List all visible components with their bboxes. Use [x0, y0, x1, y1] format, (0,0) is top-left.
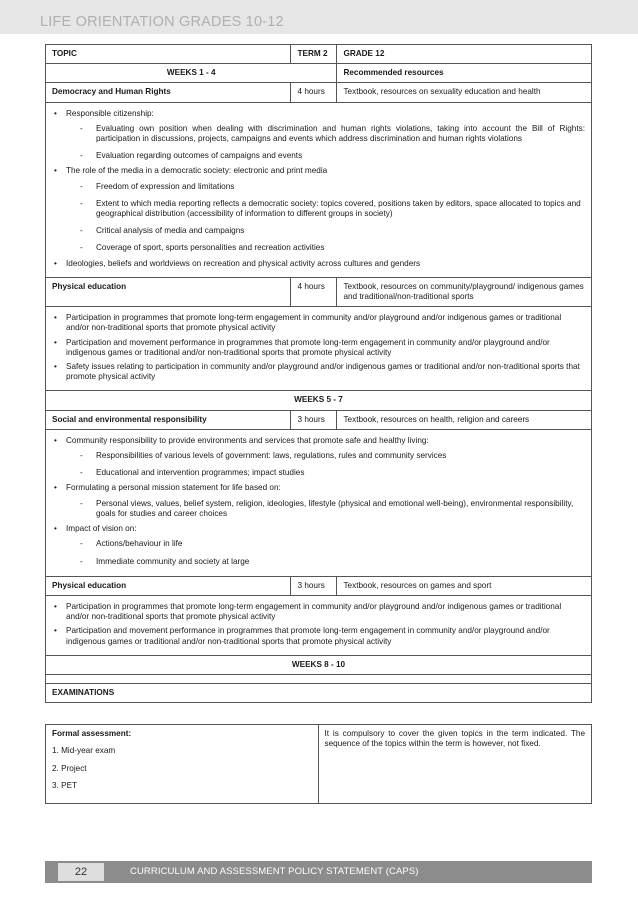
- footer-title: CURRICULUM AND ASSESSMENT POLICY STATEMENT (CAPS): [130, 866, 419, 877]
- list-item: - Actions/behaviour in life: [66, 539, 585, 549]
- weeks-row: [46, 64, 592, 83]
- list-item: - Responsibilities of various levels of government: laws, regulations, rules and community services: [66, 451, 585, 461]
- list-item: - Personal views, values, belief system, religion, ideologies, lifestyle (physical and emotional well-being), environmental responsibility, goals for studies and career choices: [66, 499, 585, 519]
- topic-name: Physical education: [46, 277, 291, 306]
- topic-row: [46, 277, 592, 306]
- topic-content: [46, 307, 592, 391]
- topic-content: [46, 102, 592, 277]
- topic-resources: Textbook, resources on sexuality education and health: [337, 83, 592, 102]
- topic-hours: 4 hours: [291, 277, 337, 306]
- topic-content-row: [46, 102, 592, 277]
- topic-name: Physical education: [46, 576, 291, 595]
- list-item: - Coverage of sport, sports personalities and recreation activities: [66, 243, 585, 253]
- assessment-table: [45, 724, 592, 804]
- examinations-label: EXAMINATIONS: [46, 683, 592, 702]
- assessment-item: 1. Mid-year exam: [52, 746, 116, 756]
- term-heading: TERM 2: [291, 45, 337, 64]
- list-item: • Safety issues relating to participation in community and/or playground and/or indigenous games or traditional and/or non-traditional sports that promote physical activity: [52, 362, 585, 382]
- list-item: - Immediate community and society at large: [66, 557, 585, 567]
- topic-content: [46, 429, 592, 576]
- weeks-row: [46, 655, 592, 674]
- list-item: - Critical analysis of media and campaigns: [66, 226, 585, 236]
- topic-content-row: [46, 307, 592, 391]
- list-item: • Responsible citizenship: - Evaluating own position when dealing with discrimination and human rights violations, taking into account the Bill of Rights: participation in discussions, projects, campaigns and events which address discrimination and human rights violations - Evaluation regarding outcomes of campaigns and events: [52, 109, 585, 162]
- topic-heading: TOPIC: [46, 45, 291, 64]
- list-item: - Educational and intervention programmes; impact studies: [66, 468, 585, 478]
- list-item: • Formulating a personal mission statement for life based on: - Personal views, values, belief system, religion, ideologies, lifestyle (physical and emotional well-being), environmental responsibility, goals for studies and career choices: [52, 483, 585, 519]
- list-item: • Participation and movement performance in programmes that promote long-term engagement in community and/or playground and/or indigenous games or traditional and/or non-traditional sports that promote physical activity: [52, 338, 585, 358]
- list-item: • Impact of vision on: - Actions/behaviour in life - Immediate community and society at large: [52, 524, 585, 567]
- list-item: • Ideologies, beliefs and worldviews on recreation and physical activity across cultures and genders: [52, 259, 585, 269]
- list-item: - Evaluating own position when dealing with discrimination and human rights violations, taking into account the Bill of Rights: participation in discussions, projects, campaigns and events which address discrimination and human rights violations: [66, 124, 585, 144]
- page-header-title: LIFE ORIENTATION GRADES 10-12: [40, 14, 284, 30]
- grade-heading: GRADE 12: [337, 45, 592, 64]
- spacer-row: [46, 674, 592, 683]
- list-item: • Participation and movement performance in programmes that promote long-term engagement in community and/or playground and/or indigenous games or traditional and/or non-traditional sports that promote physical activity: [52, 626, 585, 646]
- formal-assessment-title: Formal assessment:: [52, 729, 132, 738]
- topic-name: Democracy and Human Rights: [46, 83, 291, 102]
- assessment-note: It is compulsory to cover the given topics in the term indicated. The sequence of the topics within the term is however, not fixed.: [318, 725, 592, 804]
- list-item: - Freedom of expression and limitations: [66, 182, 585, 192]
- topic-content-row: [46, 595, 592, 655]
- topic-content-row: [46, 429, 592, 576]
- topic-resources: Textbook, resources on games and sport: [337, 576, 592, 595]
- weeks-label: WEEKS 8 - 10: [46, 655, 592, 674]
- topic-hours: 3 hours: [291, 410, 337, 429]
- list-item: • Community responsibility to provide environments and services that promote safe and healthy living: - Responsibilities of various levels of government: laws, regulations, rules and community services - Educational and intervention programmes; impact studies: [52, 436, 585, 479]
- curriculum-table: [45, 44, 592, 703]
- topic-content: [46, 595, 592, 655]
- topic-hours: 4 hours: [291, 83, 337, 102]
- assessment-item: 2. Project: [52, 763, 87, 773]
- topic-resources: Textbook, resources on health, religion and careers: [337, 410, 592, 429]
- topic-row: [46, 410, 592, 429]
- topic-row: [46, 576, 592, 595]
- resources-heading: Recommended resources: [337, 64, 592, 83]
- weeks-label: WEEKS 1 - 4: [46, 64, 337, 83]
- list-item: • Participation in programmes that promote long-term engagement in community and/or playground and/or indigenous games or traditional and/or non-traditional sports that promote physical activity: [52, 602, 585, 622]
- page-number: 22: [58, 863, 104, 881]
- list-item: • The role of the media in a democratic society: electronic and print media - Freedom of expression and limitations - Extent to which media reporting reflects a democratic society: topics covered, positions taken by editors, space allocated to topics and geographical distribution (accessibility of information to different groups in society) - Critical analysis of media and campaigns - Coverage of sport, sports personalities and recreation activities: [52, 166, 585, 253]
- list-item: • Participation in programmes that promote long-term engagement in community and/or playground and/or indigenous games or traditional and/or non-traditional sports that promote physical activity: [52, 313, 585, 333]
- topic-hours: 3 hours: [291, 576, 337, 595]
- topic-resources: Textbook, resources on community/playground/ indigenous games and traditional/non-traditional sports: [337, 277, 592, 306]
- topic-name: Social and environmental responsibility: [46, 410, 291, 429]
- examinations-row: [46, 683, 592, 702]
- topic-row: [46, 83, 592, 102]
- assessment-item: 3. PET: [52, 781, 78, 791]
- formal-assessment-cell: [46, 725, 319, 804]
- list-item: - Extent to which media reporting reflects a democratic society: topics covered, positions taken by editors, space allocated to topics and geographical distribution (accessibility of information to different groups in society): [66, 199, 585, 219]
- table-header-row: [46, 45, 592, 64]
- weeks-row: [46, 391, 592, 410]
- list-item: - Evaluation regarding outcomes of campaigns and events: [66, 151, 585, 161]
- weeks-label: WEEKS 5 - 7: [46, 391, 592, 410]
